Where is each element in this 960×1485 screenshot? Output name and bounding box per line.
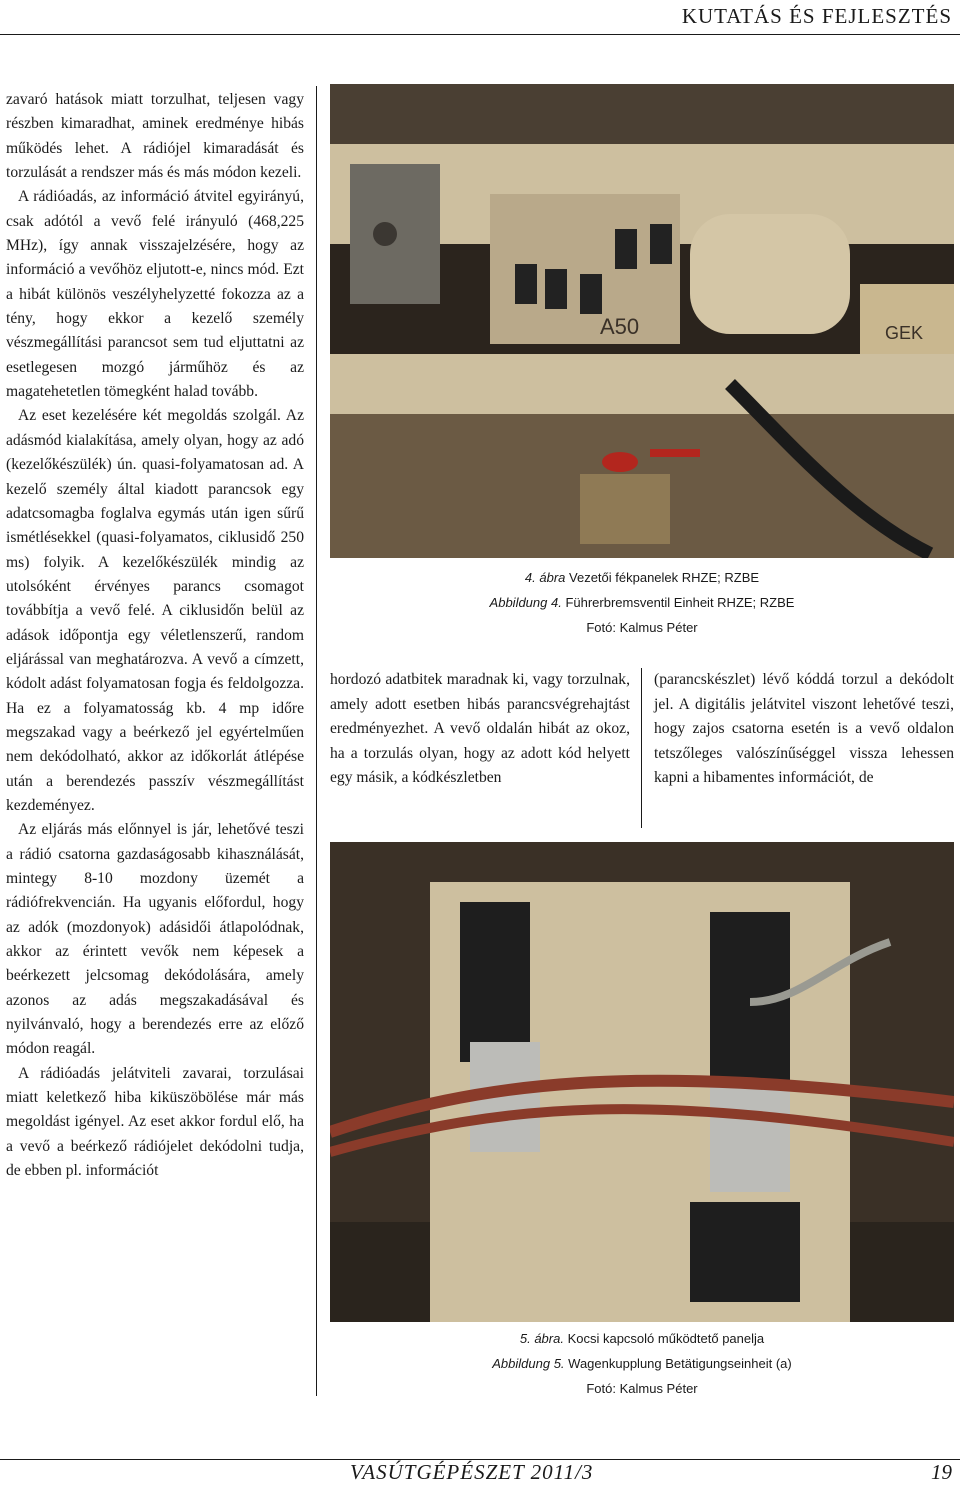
paragraph: zavaró hatások miatt torzulhat, teljesen vagy részben kimaradhat, aminek eredménye hibás működés lehet. A rádiójel kimaradását és torzulását a rendszer más és más módon kezeli. (6, 91, 304, 182)
caption-text: Wagenkupplung Betätigungseinheit (a) (564, 1356, 792, 1371)
header-rule (0, 34, 960, 35)
caption-line-de (330, 1351, 954, 1376)
figure-number: Abbildung 5. (492, 1356, 565, 1371)
figure-5-caption (330, 1326, 954, 1401)
photo-credit: Fotó: Kalmus Péter (586, 620, 698, 635)
photo-credit: Fotó: Kalmus Péter (586, 1381, 698, 1396)
paragraph: hordozó adatbitek maradnak ki, vagy torzulnak, amely adott esetben hibás parancsvégrehajtást eredményezhet. A vevő oldalán hibát az okoz, ha a torzulás olyan, hogy az adott kód helyett egy másik, a kódkészletben (330, 671, 630, 786)
left-text-column (6, 88, 304, 1183)
caption-line-hu (330, 1326, 954, 1351)
caption-line-hu (330, 565, 954, 590)
caption-text: Vezetői fékpanelek RHZE; RZBE (565, 570, 760, 585)
page-number: 19 (931, 1460, 952, 1484)
coupling-panel-illustration (330, 842, 954, 1322)
paragraph: A rádióadás jelátviteli zavarai, torzulásai miatt keletkező hiba kiküszöbölése már más megoldást igényel. Az eset akkor fordul elő, ha a vevő a beérkező rádiójelet dekódolni tudja, de ebben pl. információt (6, 1064, 304, 1180)
caption-line-de (330, 590, 954, 615)
figure-4-caption (330, 565, 954, 640)
middle-text-column (330, 668, 630, 791)
stencil-label: A50 (600, 314, 640, 339)
figure-number: 5. ábra. (519, 1331, 564, 1346)
running-header (0, 0, 960, 36)
column-rule (316, 86, 317, 1396)
figure-5-photo (330, 842, 954, 1322)
paragraph: (parancskészlet) lévő kóddá torzul a dekódolt jel. A digitális jelátvitel viszont lehetővé teszi, hogy zajos csatorna esetén is a vevő oldalon tetszőleges valószínűséggel vissza lehessen kapni a hibamentes információt, de (654, 671, 954, 786)
section-title: KUTATÁS ÉS FEJLESZTÉS (681, 4, 952, 28)
figure-number: 4. ábra (524, 570, 566, 585)
figure-4-photo (330, 84, 954, 558)
paragraph: Az eset kezelésére két megoldás szolgál. Az adásmód kialakítása, amely olyan, hogy az adó (kezelőkészülék) ún. quasi-folyamatosan ad. A kezelő személy által kiadott parancsok egy adatcsomagba foglalva egymás után igen sűrű ismétlésekkel (quasi-folyamatos, ciklusidő 250 ms) folyik. A kezelőkészülék mindig az utolsóként érvényes parancs csomagot továbbítja a vevő felé. A ciklusidőn belül az adások időpontja egy véletlenszerű, random eljárással van meghatározva. A vevő a címzett, kódolt adást folyamatosan fogja és feldolgozza. Ha ez a folyamatosság kb. 4 mp időre megszakad vagy a beérkező jel egyértelműen nem dekódolható, akkor az időkorlát átlépése után a berendezés passzív vészmegállítást kezdeményez. (6, 407, 304, 814)
paragraph: Az eljárás más előnnyel is jár, lehetővé teszi a rádió csatorna gazdaságosabb kihasználását, mintegy 8-10 mozdony üzemét a rádiófrekvencián. Ha ugyanis előfordul, hogy az adók (mozdonyok) adásidői átlapolódnak, akkor az érintett vevők nem képesek a beérkezett jelcsomag dekódolására, amely azonos az adás megszakadásával és nyilvánvaló, hogy a berendezés erre az előző módon reagál. (6, 821, 304, 1058)
right-text-column (654, 668, 954, 791)
column-rule (641, 668, 642, 828)
brake-panel-illustration (330, 84, 954, 558)
caption-text: Führerbremsventil Einheit RHZE; RZBE (561, 595, 795, 610)
journal-title: VASÚTGÉPÉSZET 2011/3 (350, 1460, 594, 1484)
caption-text: Kocsi kapcsoló működtető panelja (563, 1331, 765, 1346)
stencil-label: GEK (885, 323, 924, 343)
paragraph: A rádióadás, az információ átvitel egyirányú, csak adótól a vevő felé irányuló (468,225 MHz), így annak visszajelzésére, hogy az információ a vevőhöz eljutott-e, nincs mód. Ezt a hibát különös veszélyhelyzetté fokozza az a tény, hogy ekkor a kezelő személy vészmegállítási parancsot sem tud eljuttatni az esetlegesen mozgó járműhöz és az magatehetetlen tömegként halad tovább. (6, 188, 304, 401)
figure-number: Abbildung 4. (489, 595, 562, 610)
